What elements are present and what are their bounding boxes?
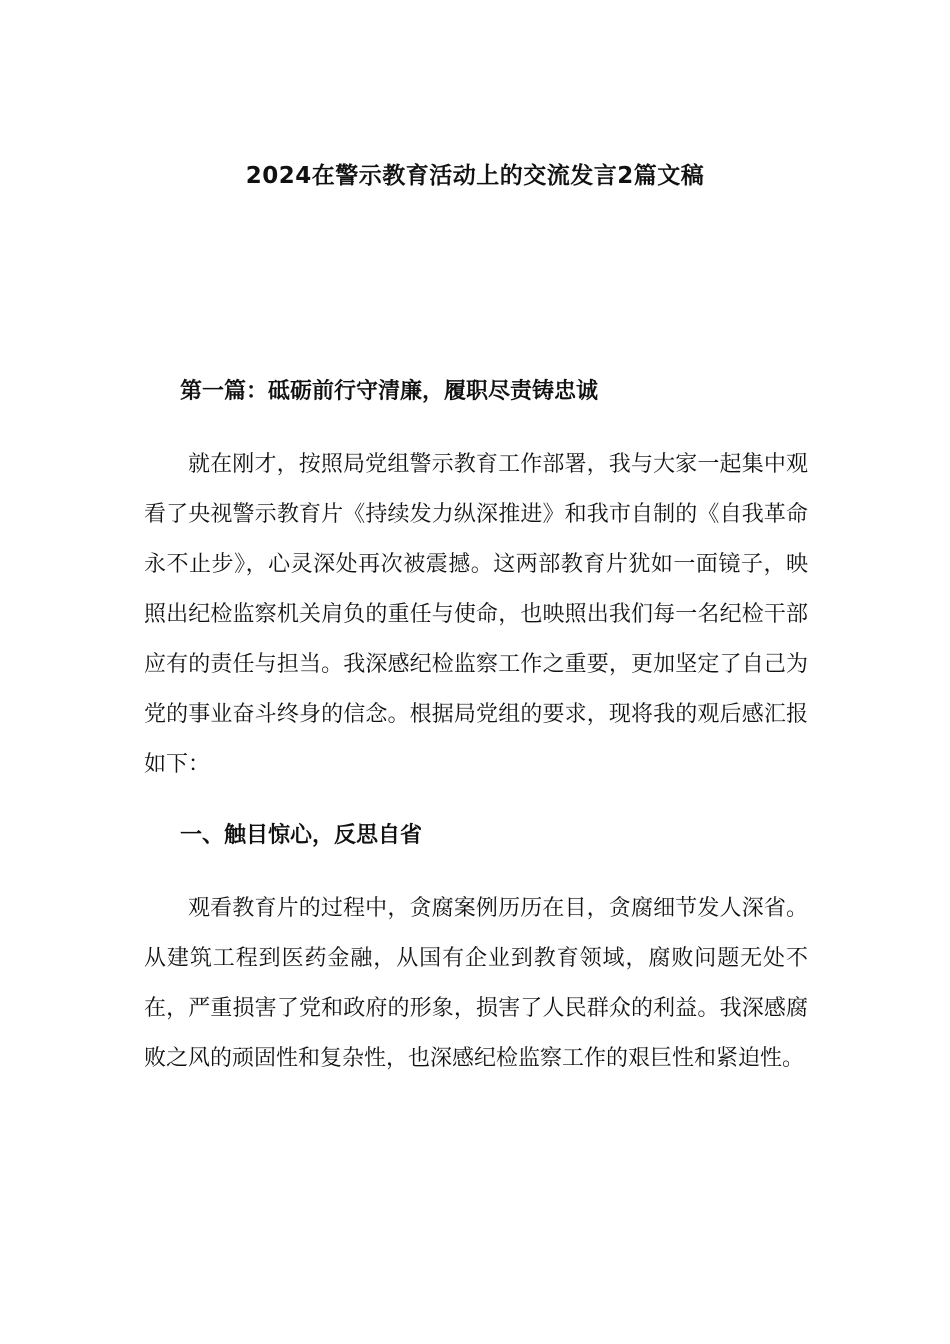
body-paragraph-2: 观看教育片的过程中，贪腐案例历历在目，贪腐细节发人深省。从建筑工程到医药金融，从国有企业到教育领域，腐败问题无处不在，严重损害了党和政府的形象，损害了人民群众的利益。我深感腐败之风的顽固性和复杂性，也深感纪检监察工作的艰巨性和紧迫性。 xyxy=(144,896,808,1071)
body-paragraph-1: 就在刚才，按照局党组警示教育工作部署，我与大家一起集中观看了央视警示教育片《持续发力纵深推进》和我市自制的《自我革命永不止步》，心灵深处再次被震撼。这两部教育片犹如一面镜子，映照出纪检监察机关肩负的重任与使命，也映照出我们每一名纪检干部应有的责任与担当。我深感纪检监察工作之重要，更加坚定了自己为党的事业奋斗终身的信念。根据局党组的要求，现将我的观后感汇报如下： xyxy=(144,452,808,777)
document-title: 2024在警示教育活动上的交流发言2篇文稿 xyxy=(245,163,705,189)
part-heading: 第一篇：砥砺前行守清廉，履职尽责铸忠诚 xyxy=(180,379,599,404)
section-heading-1: 一、触目惊心，反思自省 xyxy=(180,823,423,848)
